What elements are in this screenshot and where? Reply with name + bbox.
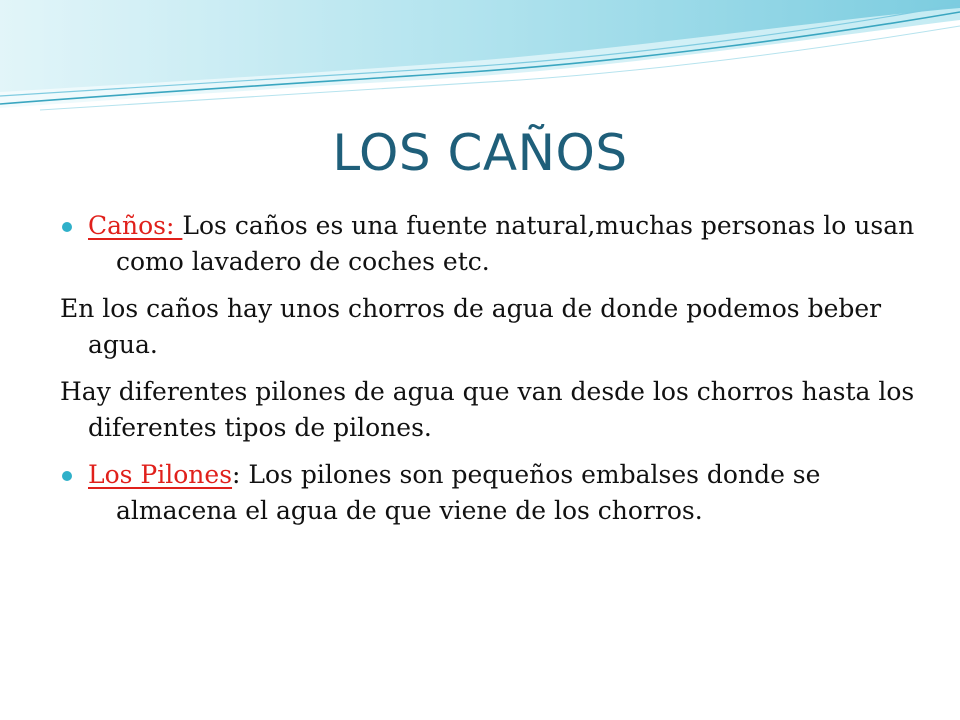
paragraph-text: Hay diferentes pilones de agua que van desde los chorros hasta los diferentes tipos de pilones. xyxy=(60,377,915,442)
body-paragraph xyxy=(60,374,940,446)
body-paragraph xyxy=(60,291,940,363)
term-label: Los Pilones xyxy=(88,460,233,489)
bullet-paragraph xyxy=(60,208,940,280)
term-label: Caños: xyxy=(88,211,183,240)
paragraph-text: : Los pilones son pequeños embalses donde se almacena el agua de que viene de los chorros. xyxy=(116,460,821,525)
slide-body xyxy=(60,208,940,540)
paragraph-text: En los caños hay unos chorros de agua de donde podemos beber agua. xyxy=(60,294,882,359)
slide-title: LOS CAÑOS xyxy=(332,124,628,182)
bullet-paragraph xyxy=(60,457,940,529)
bullet-icon xyxy=(62,222,72,232)
paragraph-text: Los caños es una fuente natural,muchas personas lo usan como lavadero de coches etc. xyxy=(116,211,915,276)
wave-band-front xyxy=(0,0,960,92)
wave-decoration xyxy=(0,0,960,130)
bullet-icon xyxy=(62,471,72,481)
